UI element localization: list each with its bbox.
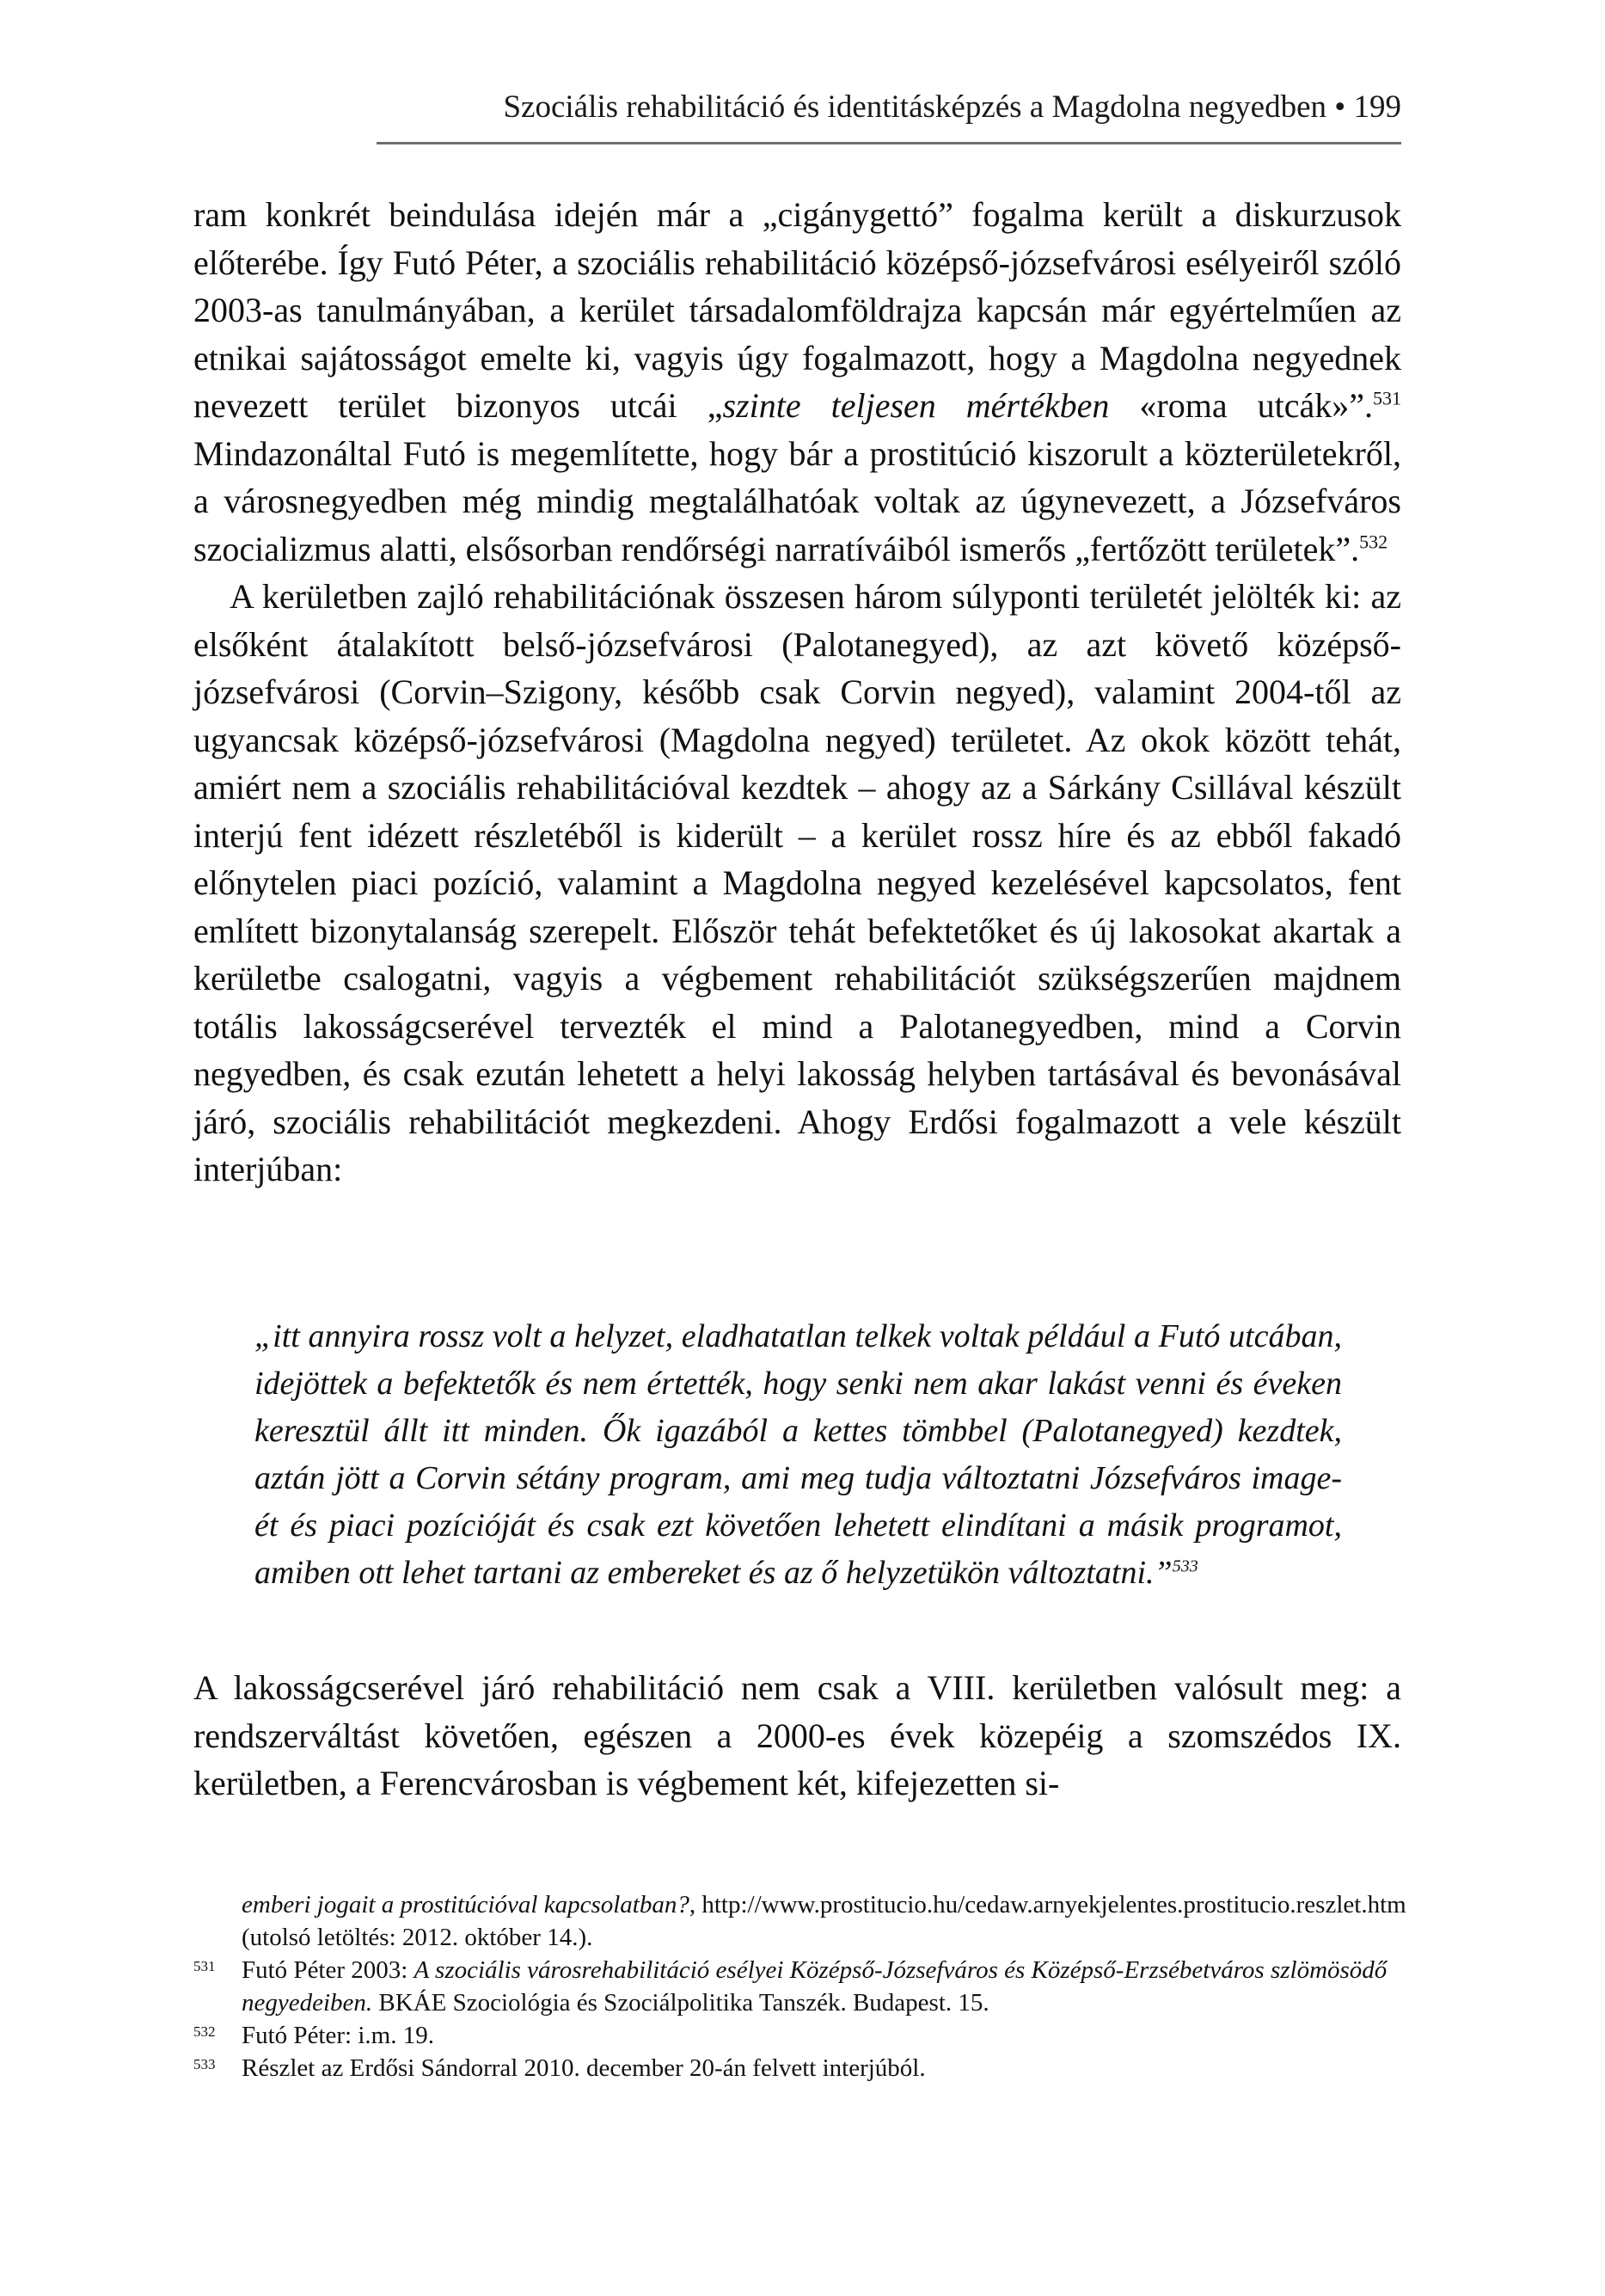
paragraph-1-text: ram konkrét beindulása idején már a „cigánygettó” fogalma került a diskurzusok előterébe. Így Futó Péter, a szociális rehabilitáció középső-józsefvárosi esélyeiről szóló 2003-as tanulmányában, a kerület társadalomföldrajza kapcsán már egyértelműen az etnikai sajátosságot emelte ki, vagyis úgy fogalmazott, hogy a Magdolna negyednek nevezett terület bizonyos utcái „ — [193, 195, 1401, 425]
footnote-number: 533 — [193, 2056, 216, 2072]
paragraph-1 — [193, 191, 1401, 573]
footnote-531 — [193, 1954, 1414, 2019]
footnote-532 — [193, 2019, 1414, 2052]
running-header — [377, 86, 1401, 129]
paragraph-3 — [193, 1664, 1401, 1808]
block-quote — [254, 1313, 1342, 1597]
footnote-text: Futó Péter: i.m. 19. — [242, 2022, 434, 2049]
header-separator: • — [1334, 89, 1346, 125]
footnote-number: 531 — [193, 1958, 216, 1974]
footnote-continued — [193, 1888, 1414, 1954]
footnote-continued-text: , http://www.prostitucio.hu/cedaw.arnyekjelentes.prostitucio.reszlet.htm (utolsó letöltés: 2012. október 14.). — [242, 1891, 1406, 1951]
header-rule — [377, 142, 1401, 144]
paragraph-3-text: A lakosságcserével járó rehabilitáció nem csak a VIII. kerületben valósult meg: a rendszerváltást követően, egészen a 2000-es évek közepéig a szomszédos IX. kerületben, a Ferencvárosban is végbement két, kifejezetten si- — [193, 1668, 1401, 1802]
footnote-continued-italic: emberi jogait a prostitúcióval kapcsolatban? — [242, 1891, 689, 1918]
footnote-text: Részlet az Erdősi Sándorral 2010. december 20-án felvett interjúból. — [242, 2054, 926, 2082]
footnote-suffix: BKÁE Szociológia és Szociálpolitika Tanszék. Budapest. 15. — [372, 1989, 989, 2017]
footnote-text: Futó Péter 2003: — [242, 1956, 414, 1984]
page-number: 199 — [1353, 89, 1401, 125]
footnote-ref-532[interactable]: 532 — [1359, 531, 1388, 553]
paragraph-1-text-2: «roma utcák»”. — [1109, 386, 1373, 425]
main-body — [193, 191, 1401, 1194]
footnote-ref-531[interactable]: 531 — [1373, 387, 1401, 409]
paragraph-2: A kerületben zajló rehabilitációnak összesen három súlyponti területét jelölték ki: az elsőként átalakított belső-józsefvárosi (Palotanegyed), az azt követő középső-józsefvárosi (Corvin–Szigony, később csak Corvin negyed), valamint 2004-től az ugyancsak középső-józsefvárosi (Magdolna negyed) területet. Az okok között tehát, amiért nem a szociális rehabilitációval kezdtek – ahogy az a Sárkány Csillával készült interjú fent idézett részletéből is kiderült – a kerület rossz híre és az ebből fakadó előnytelen piaci pozíció, valamint a Magdolna negyed kezelésével kapcsolatos, fent említett bizonytalanság szerepelt. Először tehát befektetőket és új lakosokat akartak a kerületbe csalogatni, vagyis a végbement rehabilitációt szükségszerűen majdnem totális lakosságcserével tervezték el mind a Palotanegyedben, mind a Corvin negyedben, és csak ezután lehetett a helyi lakosság helyben tartásával és bevonásával járó, szociális rehabilitációt megkezdeni. Ahogy Erdősi fogalmazott a vele készült interjúban: — [193, 577, 1401, 1188]
footnote-number: 532 — [193, 2023, 216, 2040]
footnote-italic: A szociális városrehabilitáció esélyei Középső-Józsefváros és Középső-Erzsébetváros szlömösödő negyedeiben. — [242, 1956, 1388, 2017]
paragraph-1-text-3: Mindazonáltal Futó is megemlítette, hogy bár a prostitúció kiszorult a közterületekről, a városnegyedben még mindig megtalálhatóak voltak az úgynevezett, a Józsefváros szocializmus alatti, elsősorban rendőrségi narratíváiból ismerős „fertőzött területek”. — [193, 433, 1401, 568]
footnotes — [193, 1888, 1414, 2084]
running-title: Szociális rehabilitáció és identitásképzés a Magdolna negyedben — [503, 89, 1327, 125]
paragraph-1-italic: szinte teljesen mértékben — [722, 386, 1110, 425]
block-quote-text: „itt annyira rossz volt a helyzet, eladhatatlan telkek voltak például a Futó utcában, idejöttek a befektetők és nem értették, hogy senki nem akar lakást venni és éveken keresztül állt itt minden. Ők igazából a kettes tömbbel (Palotanegyed) kezdtek, aztán jött a Corvin sétány program, ami meg tudja változtatni Józsefváros image-ét és piaci pozícióját és csak ezt követően lehetett elindítani a másik programot, amiben ott lehet tartani az embereket és az ő helyzetükön változtatni.” — [254, 1318, 1342, 1591]
footnote-ref-533[interactable]: 533 — [1172, 1556, 1198, 1576]
footnote-533 — [193, 2052, 1414, 2084]
